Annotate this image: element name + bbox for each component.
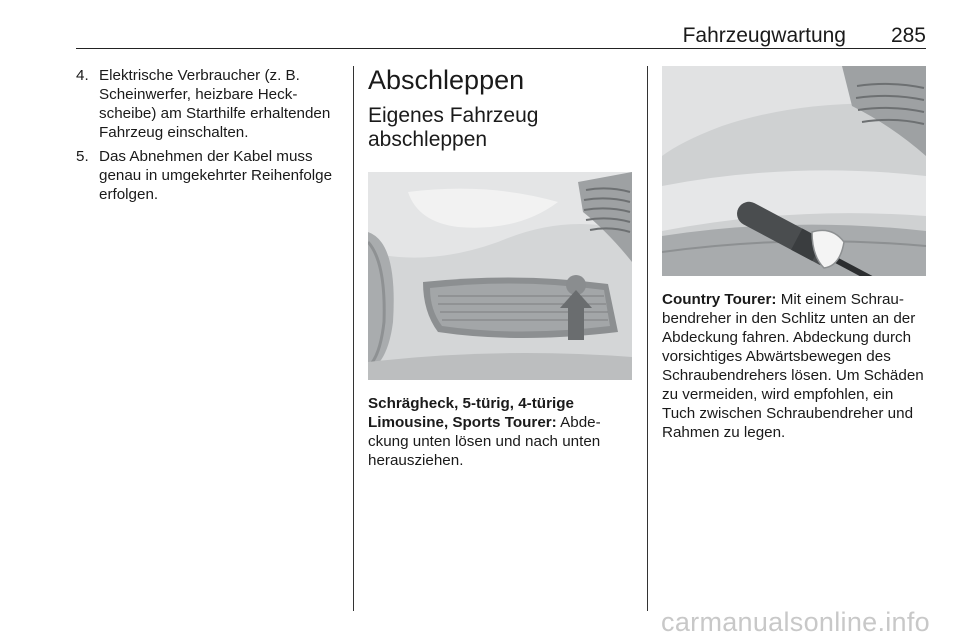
step-number: 4. [76, 67, 89, 84]
watermark: carmanualsonline.info [661, 607, 930, 637]
step-text: Das Abnehmen der Kabel muss genau in umgekehrter Reihenfolge erfolgen. [99, 148, 333, 203]
figure-caption [368, 394, 636, 470]
column-divider [353, 66, 354, 611]
right-column [662, 66, 926, 442]
caption-label: Country Tourer: [662, 291, 777, 308]
section-heading: Abschleppen [368, 65, 525, 95]
screwdriver-photo [662, 66, 926, 276]
figure-caption [662, 290, 926, 442]
middle-column [368, 64, 636, 470]
left-column [76, 66, 338, 209]
subsection-heading: Eigenes Fahrzeug abschleppen [368, 104, 539, 151]
section-title: Fahrzeugwartung [682, 24, 846, 47]
caption-text: Abdeckung unten lösen und nach unten herausziehen. [368, 414, 601, 469]
caption-text: Mit einem Schraubendreher in den Schlitz unten an der Abdeckung fahren. Abdeckung durch vorsichtiges Abwärtsbewegen des Schraubendrehers lösen. Um Schäden zu vermeiden, wird empfohlen, ein Tuch zwischen Schraubendreher und Rahmen zu legen. [662, 291, 924, 441]
page-header [76, 26, 926, 49]
caption-label: Schrägheck, 5-türig, 4-türige Limousine, Sports Tourer: [368, 395, 574, 431]
step-number: 5. [76, 148, 89, 165]
front-bumper-photo [368, 172, 632, 380]
list-item [76, 66, 338, 142]
page-number: 285 [890, 24, 926, 47]
column-divider [647, 66, 648, 611]
bumper-illustration [368, 172, 632, 380]
list-item [76, 147, 338, 204]
step-text: Elektrische Verbraucher (z. B. Scheinwerfer, heizbare Heckscheibe) am Starthilfe erhaltenden Fahrzeug einschalten. [99, 67, 331, 141]
screwdriver-illustration [662, 66, 926, 276]
